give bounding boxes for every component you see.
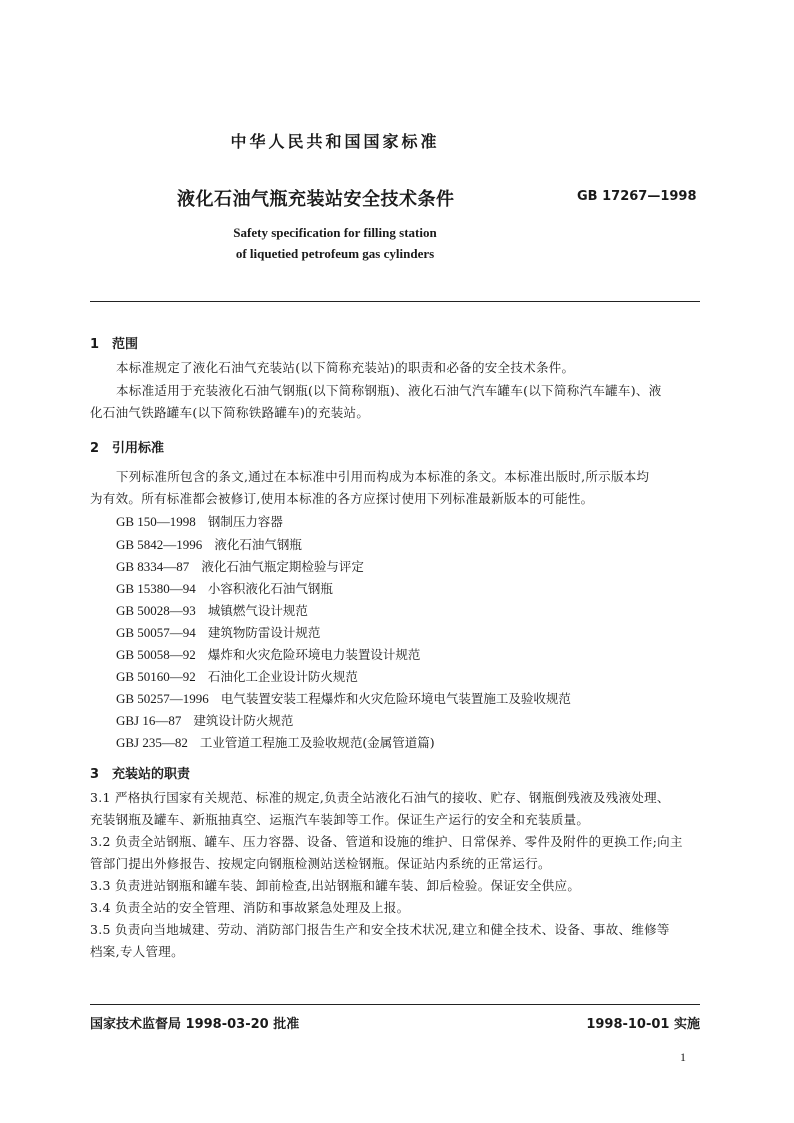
document-title-cn: 液化石油气瓶充装站安全技术条件 (177, 189, 455, 210)
reference-code: GB 15380—94 (116, 581, 196, 596)
section-number: 3 (90, 767, 100, 782)
section-title: 范围 (112, 337, 139, 352)
reference-code: GBJ 235—82 (116, 735, 188, 750)
document-title-en-line2: of liquetied petrofeum gas cylinders (235, 246, 435, 261)
clause-3-3: 3.3 负责进站钢瓶和罐车装、卸前检查,出站钢瓶和罐车装、卸后检验。保证安全供应。 (90, 878, 581, 893)
section-1-para2-line1: 本标准适用于充装液化石油气钢瓶(以下简称钢瓶)、液化石油气汽车罐车(以下简称汽车罐车)、液 (116, 383, 662, 398)
approval-note: 国家技术监督局 1998-03-20 批准 (90, 1017, 300, 1032)
clause-3-5-line2: 档案,专人管理。 (90, 944, 184, 959)
clause-3-5-line1: 3.5 负责向当地城建、劳动、消防部门报告生产和安全技术状况,建立和健全技术、设备、事故、维修等 (90, 922, 670, 937)
nation-standard-heading: 中华人民共和国国家标准 (230, 132, 440, 151)
reference-code: GB 5842—1996 (116, 537, 203, 552)
section-2-heading (90, 437, 164, 456)
header-divider (90, 301, 700, 302)
standard-number: GB 17267—1998 (577, 189, 697, 204)
reference-name: 建筑物防雷设计规范 (207, 625, 321, 640)
clause-3-1-line2: 充装钢瓶及罐车、新瓶抽真空、运瓶汽车装卸等工作。保证生产运行的安全和充装质量。 (90, 812, 590, 827)
section-title: 充装站的职责 (112, 767, 191, 782)
section-3-heading (90, 763, 190, 782)
section-1-para1: 本标准规定了液化石油气充装站(以下简称充装站)的职责和必备的安全技术条件。 (116, 360, 575, 375)
section-1-para2-line2: 化石油气铁路罐车(以下简称铁路罐车)的充装站。 (90, 405, 370, 420)
section-2-para-line1: 下列标准所包含的条文,通过在本标准中引用而构成为本标准的条文。本标准出版时,所示版本均 (116, 469, 650, 484)
reference-name: 电气装置安装工程爆炸和火灾危险环境电气装置施工及验收规范 (220, 691, 571, 706)
effective-date: 1998-10-01 实施 (586, 1017, 700, 1032)
section-1-heading (90, 333, 138, 352)
footer-divider (90, 1004, 700, 1005)
reference-code: GB 50160—92 (116, 669, 196, 684)
reference-item (116, 557, 364, 575)
reference-item (116, 645, 420, 663)
section-title: 引用标准 (112, 441, 165, 456)
page-number: 1 (680, 1050, 686, 1064)
reference-code: GB 150—1998 (116, 514, 196, 529)
reference-name: 液化石油气钢瓶 (214, 537, 302, 552)
reference-code: GB 50028—93 (116, 603, 196, 618)
reference-code: GB 50257—1996 (116, 691, 209, 706)
reference-name: 建筑设计防火规范 (193, 713, 294, 728)
reference-item (116, 579, 333, 597)
clause-3-4: 3.4 负责全站的安全管理、消防和事故紧急处理及上报。 (90, 900, 410, 915)
clause-3-2-line2: 管部门提出外修报告、按规定向钢瓶检测站送检钢瓶。保证站内系统的正常运行。 (90, 856, 551, 871)
section-number: 1 (90, 337, 100, 352)
reference-name: 小容积液化石油气钢瓶 (207, 581, 333, 596)
reference-code: GBJ 16—87 (116, 713, 182, 728)
reference-code: GB 50058—92 (116, 647, 196, 662)
reference-item (116, 601, 308, 619)
reference-name: 钢制压力容器 (207, 514, 283, 529)
reference-name: 工业管道工程施工及验收规范(金属管道篇) (199, 735, 435, 750)
reference-name: 爆炸和火灾危险环境电力装置设计规范 (207, 647, 421, 662)
section-number: 2 (90, 441, 100, 456)
reference-name: 石油化工企业设计防火规范 (207, 669, 358, 684)
reference-item (116, 623, 320, 641)
document-title-en-line1: Safety specification for filling station (233, 225, 437, 240)
clause-3-2-line1: 3.2 负责全站钢瓶、罐车、压力容器、设备、管道和设施的维护、日常保养、零件及附件的更换工作;向主 (90, 834, 683, 849)
clause-3-1-line1: 3.1 严格执行国家有关规范、标准的规定,负责全站液化石油气的接收、贮存、钢瓶倒残液及残液处理、 (90, 790, 670, 805)
reference-item (116, 512, 283, 530)
reference-item (116, 711, 293, 729)
reference-code: GB 8334—87 (116, 559, 190, 574)
reference-item (116, 689, 571, 707)
reference-item (116, 667, 358, 685)
section-2-para-line2: 为有效。所有标准都会被修订,使用本标准的各方应探讨使用下列标准最新版本的可能性。 (90, 491, 594, 506)
reference-item (116, 535, 302, 553)
reference-code: GB 50057—94 (116, 625, 196, 640)
reference-item (116, 733, 435, 751)
reference-name: 液化石油气瓶定期检验与评定 (201, 559, 364, 574)
reference-name: 城镇燃气设计规范 (207, 603, 308, 618)
